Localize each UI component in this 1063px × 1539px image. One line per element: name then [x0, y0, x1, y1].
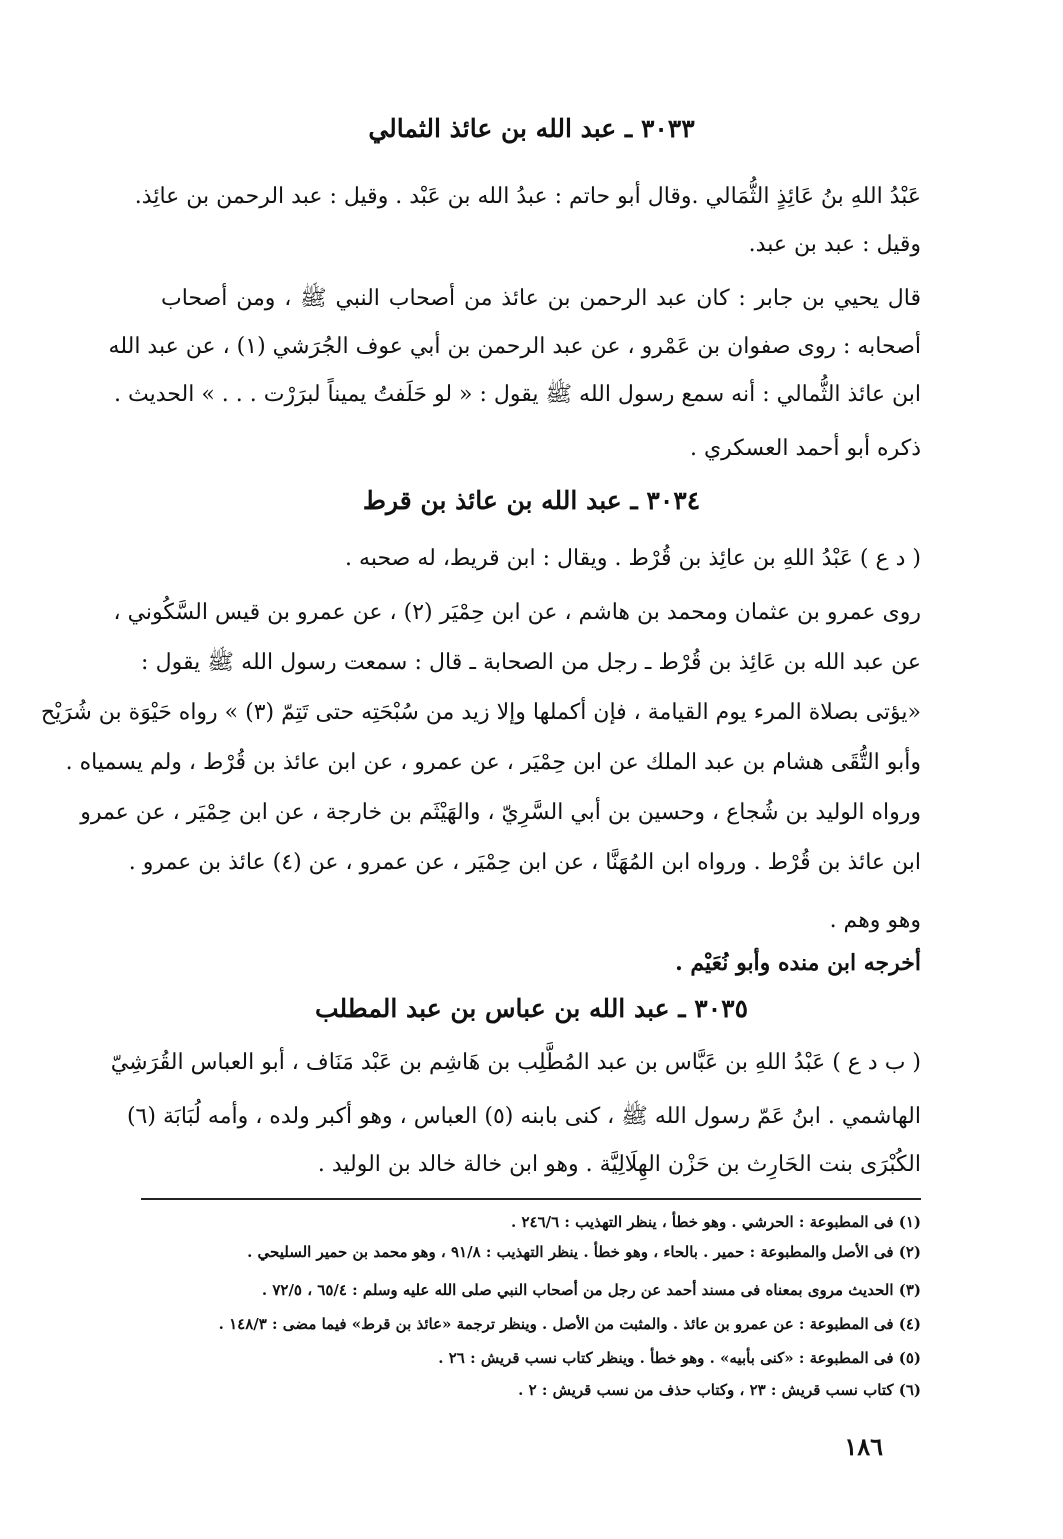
entry-3034-line-5: وأبو التُّقَى هشام بن عبد الملك عن ابن حِمْيَر ، عن عمرو ، عن ابن عائذ بن قُرْط ، ولم يسمياه .	[65, 750, 921, 775]
footnote-1: (١) فى المطبوعة : الحرشي . وهو خطأ ، ينظر التهذيب : ٢٤٦/٦ .	[511, 1213, 921, 1231]
entry-heading-3033: ٣٠٣٣ ـ عبد الله بن عائذ الثمالي	[368, 114, 695, 143]
entry-3033-line-2: وقيل : عبد بن عبد.	[748, 232, 921, 257]
entry-3034-line-6: ورواه الوليد بن شُجاع ، وحسين بن أبي السَّرِيّ ، والهَيْثَم بن خارجة ، عن ابن حِمْيَر ، عن عمرو	[80, 800, 921, 825]
entry-3033-line-5: ابن عائذ الثُّمالي : أنه سمع رسول الله ﷺ يقول : « لو حَلَفتُ يميناً لبرَرْت . . . » الحديث .	[114, 382, 921, 407]
footnote-5: (٥) فى المطبوعة : «كنى بأبيه» . وهو خطأ . وينظر كتاب نسب قريش : ٢٦ .	[438, 1349, 921, 1367]
entry-3034-line-7: ابن عائذ بن قُرْط . ورواه ابن المُهَنَّا ، عن ابن حِمْيَر ، عن عمرو ، عن (٤) عائذ بن عمرو .	[128, 850, 921, 875]
entry-3035-line-1: ( ب د ع ) عَبْدُ اللهِ بن عَبَّاس بن عبد المُطَّلِب بن هَاشِم بن عَبْد مَنَاف ، أبو العباس القُرَشِيّ	[110, 1050, 921, 1075]
entry-3033-line-1: عَبْدُ اللهِ بنُ عَائِذٍ الثُّمَالي .وقال أبو حاتم : عبدُ الله بن عَبْد . وقيل : عبد الرحمن بن عائِذ.	[134, 184, 921, 209]
footnote-6: (٦) كتاب نسب قريش : ٢٣ ، وكتاب حذف من نسب قريش : ٢ .	[518, 1381, 921, 1399]
footnote-2: (٢) فى الأصل والمطبوعة : حمير . بالحاء ، وهو خطأ . ينظر التهذيب : ٩١/٨ ، وهو محمد بن حمير السليحي .	[247, 1243, 921, 1261]
entry-3034-line-4: «يؤتى بصلاة المرء يوم القيامة ، فإن أكملها وإلا زيد من سُبْحَتِه حتى تَتِمّ (٣) » رواه حَيْوَة بن شُرَيْح	[40, 700, 921, 725]
page-number: ١٨٦	[844, 1432, 883, 1461]
entry-3034-line-1: ( د ع ) عَبْدُ اللهِ بن عائِذ بن قُرْط . ويقال : ابن قريط، له صحبه .	[345, 546, 921, 571]
footnote-divider	[141, 1198, 921, 1200]
entry-3035-line-2: الهاشمي . ابنُ عَمّ رسول الله ﷺ ، كنى بابنه (٥) العباس ، وهو أكبر ولده ، وأمه لُبَابَة (٦)	[126, 1104, 921, 1129]
entry-3033-line-3: قال يحيي بن جابر : كان عبد الرحمن بن عائذ من أصحاب النبي ﷺ ، ومن أصحاب	[161, 286, 921, 311]
footnote-4: (٤) فى المطبوعة : عن عمرو بن عائذ . والمثبت من الأصل . وينظر ترجمة «عائذ بن قرط» فيما مضى : ١٤٨/٣ .	[218, 1315, 921, 1333]
entry-3034-line-9: أخرجه ابن منده وأبو نُعَيْم .	[675, 950, 921, 976]
entry-heading-3034: ٣٠٣٤ ـ عبد الله بن عائذ بن قرط	[362, 486, 701, 515]
entry-3033-line-4: أصحابه : روى صفوان بن عَمْرو ، عن عبد الرحمن بن أبي عوف الجُرَشي (١) ، عن عبد الله	[108, 334, 921, 359]
footnote-3: (٣) الحديث مروى بمعناه فى مسند أحمد عن رجل من أصحاب النبي صلى الله عليه وسلم : ٦٥/٤ ، ٧٢/٥ .	[261, 1281, 921, 1299]
entry-3034-line-2: روى عمرو بن عثمان ومحمد بن هاشم ، عن ابن حِمْيَر (٢) ، عن عمرو بن قيس السَّكُوني ،	[113, 600, 921, 625]
entry-3034-line-8: وهو وهم .	[829, 908, 921, 933]
entry-heading-3035: ٣٠٣٥ ـ عبد الله بن عباس بن عبد المطلب	[314, 994, 748, 1023]
entry-3033-line-6: ذكره أبو أحمد العسكري .	[689, 436, 921, 461]
entry-3035-line-3: الكُبْرَى بنت الحَارِث بن حَزْن الهِلَالِيَّة . وهو ابن خالة خالد بن الوليد .	[317, 1152, 921, 1177]
entry-3034-line-3: عن عبد الله بن عَائِذ بن قُرْط ـ رجل من الصحابة ـ قال : سمعت رسول الله ﷺ يقول :	[141, 650, 921, 675]
